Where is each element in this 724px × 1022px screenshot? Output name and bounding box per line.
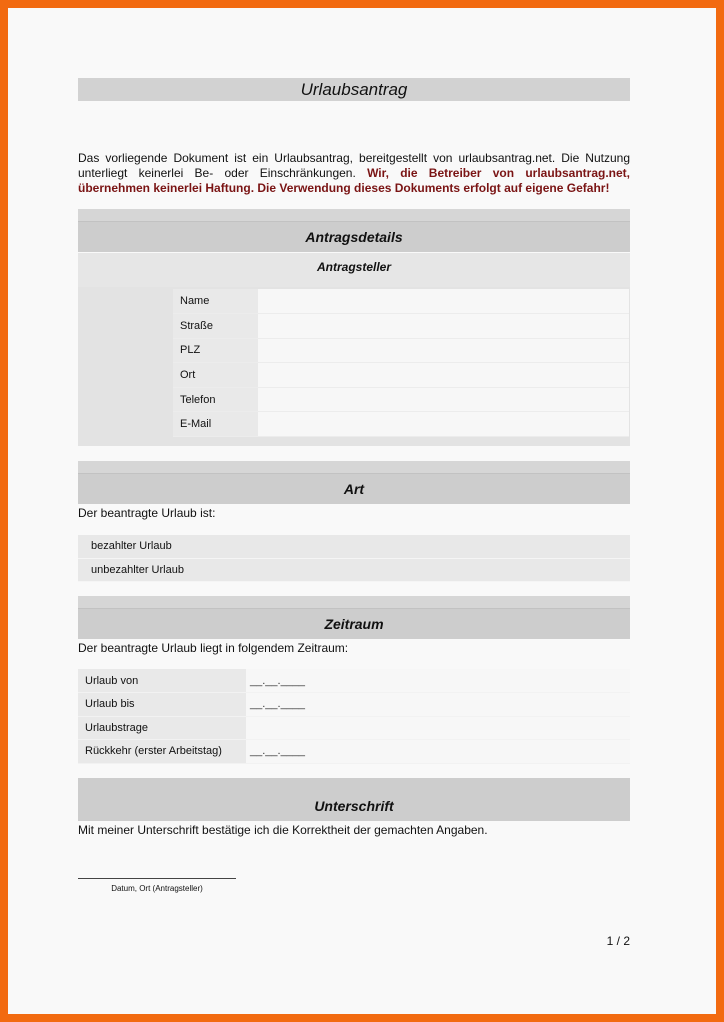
section-header-strip — [78, 596, 630, 609]
field-label-plz: PLZ — [173, 338, 258, 363]
period-label-to: Urlaub bis — [78, 693, 246, 717]
period-value-return[interactable]: __.__.____ — [246, 740, 630, 764]
intro-text: Das vorliegende Dokument ist ein Urlaubsantrag, bereitgestellt von urlaubsantrag.net. Die Nutzung unterliegt keinerlei Be- oder Einschränkungen. — [78, 151, 630, 180]
field-label-telefon: Telefon — [173, 387, 258, 412]
period-table — [78, 669, 630, 764]
table-row — [173, 387, 629, 412]
field-value-email[interactable] — [258, 412, 629, 437]
option-unpaid-leave[interactable]: unbezahlter Urlaub — [78, 558, 630, 581]
table-row — [78, 740, 630, 764]
field-label-strasse: Straße — [173, 314, 258, 339]
section-header-art — [78, 461, 630, 504]
field-value-name[interactable] — [258, 289, 629, 314]
section-header-strip — [78, 461, 630, 474]
signature-caption: Datum, Ort (Antragsteller) — [111, 884, 203, 893]
field-value-strasse[interactable] — [258, 314, 629, 339]
section-title-zeitraum: Zeitraum — [324, 616, 384, 632]
period-label-from: Urlaub von — [78, 669, 246, 693]
table-row — [78, 693, 630, 717]
section-header-antragsdetails — [78, 209, 630, 252]
art-intro-text: Der beantragte Urlaub ist: — [78, 506, 216, 520]
section-header-strip — [78, 778, 630, 791]
subsection-title-antragsteller: Antragsteller — [78, 253, 630, 287]
period-label-return: Rückkehr (erster Arbeitstag) — [78, 740, 246, 764]
field-label-ort: Ort — [173, 363, 258, 388]
section-header-strip — [78, 209, 630, 222]
section-header-unterschrift — [78, 778, 630, 821]
section-title-unterschrift: Unterschrift — [314, 798, 394, 814]
applicant-fields-table — [173, 289, 629, 437]
table-row — [173, 338, 629, 363]
section-title-art: Art — [343, 481, 365, 497]
period-value-to[interactable]: __.__.____ — [246, 693, 630, 717]
zeitraum-intro-text: Der beantragte Urlaub liegt in folgendem Zeitraum: — [78, 641, 349, 655]
leave-type-table — [78, 535, 630, 582]
table-row — [78, 669, 630, 693]
period-value-from[interactable]: __.__.____ — [246, 669, 630, 693]
table-row — [173, 289, 629, 314]
option-paid-leave[interactable]: bezahlter Urlaub — [78, 535, 630, 558]
field-value-telefon[interactable] — [258, 387, 629, 412]
field-value-ort[interactable] — [258, 363, 629, 388]
period-value-days[interactable] — [246, 716, 630, 740]
table-row — [78, 535, 630, 558]
field-label-email: E-Mail — [173, 412, 258, 437]
section-header-zeitraum — [78, 596, 630, 639]
page-number: 1 / 2 — [606, 934, 630, 948]
field-value-plz[interactable] — [258, 338, 629, 363]
table-row — [78, 558, 630, 581]
table-row — [173, 314, 629, 339]
liability-warning: Wir, die Betreiber von urlaubsantrag.net, übernehmen keinerlei Haftung. Die Verwendung dieses Dokuments erfolgt auf eigene Gefahr! — [78, 166, 630, 195]
section-title-antragsdetails: Antragsdetails — [305, 229, 403, 245]
table-row — [173, 363, 629, 388]
intro-paragraph — [78, 151, 630, 196]
period-label-days: Urlaubstrage — [78, 716, 246, 740]
table-row — [173, 412, 629, 437]
table-row — [78, 716, 630, 740]
field-label-name: Name — [173, 289, 258, 314]
signature-line[interactable] — [78, 878, 236, 879]
document-title: Urlaubsantrag — [78, 78, 630, 101]
applicant-box — [78, 253, 630, 446]
signature-intro-text: Mit meiner Unterschrift bestätige ich die Korrektheit der gemachten Angaben. — [78, 823, 488, 837]
